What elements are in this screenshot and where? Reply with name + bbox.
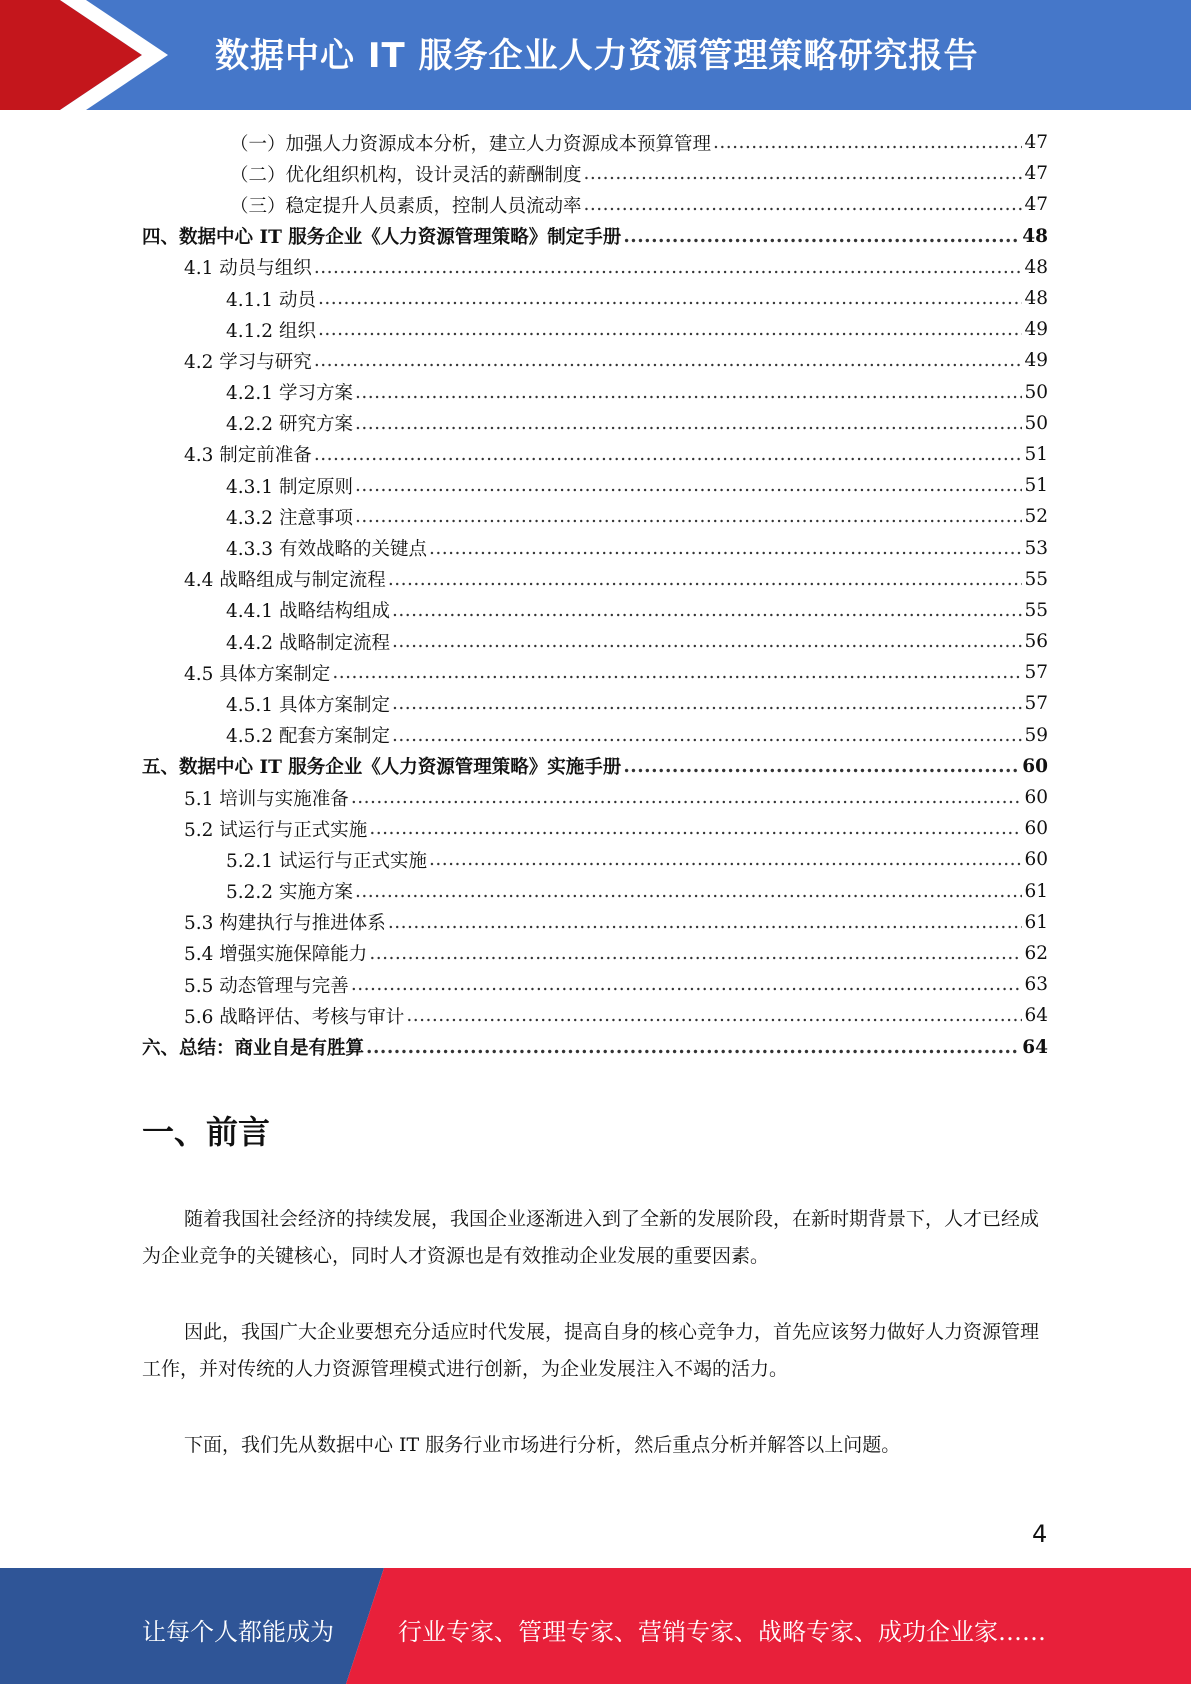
toc-dot-leader [369,943,1022,964]
toc-entry-page: 60 [1024,818,1048,840]
toc-dot-leader [314,257,1023,278]
toc-entry-page: 53 [1024,537,1048,559]
toc-entry-title: 六、总结：商业自是有胜算 [142,1038,365,1060]
toc-entry[interactable] [142,1031,1048,1062]
toc-entry-page: 49 [1024,350,1048,372]
toc-entry-title: 4.5.2 配套方案制定 [226,726,390,748]
toc-entry-page: 55 [1024,568,1048,590]
toc-entry[interactable] [142,688,1048,719]
toc-entry-title: 五、数据中心 IT 服务企业《人力资源管理策略》实施手册 [142,757,622,779]
toc-entry-page: 50 [1024,381,1048,403]
toc-entry[interactable] [142,938,1048,969]
toc-dot-leader [355,382,1023,403]
toc-entry-page: 47 [1024,194,1048,216]
toc-entry[interactable] [142,813,1048,844]
toc-entry-page: 61 [1024,911,1048,933]
toc-entry[interactable] [142,720,1048,751]
toc-entry-page: 62 [1024,942,1048,964]
toc-entry[interactable] [142,439,1048,470]
toc-entry-page: 60 [1024,787,1048,809]
toc-entry[interactable] [142,470,1048,501]
toc-entry-title: 4.3.3 有效战略的关键点 [226,539,427,561]
toc-dot-leader [355,475,1023,496]
toc-entry[interactable] [142,408,1048,439]
toc-entry[interactable] [142,595,1048,626]
toc-entry-title: 4.3.1 制定原则 [226,476,353,498]
toc-entry-page: 49 [1024,319,1048,341]
toc-entry-page: 50 [1024,412,1048,434]
toc-entry[interactable] [142,501,1048,532]
toc-dot-leader [623,226,1020,247]
toc-entry[interactable] [142,1000,1048,1031]
toc-entry-title: 5.5 动态管理与完善 [184,975,349,997]
toc-entry-page: 57 [1024,693,1048,715]
toc-entry[interactable] [142,221,1048,252]
document-title: 数据中心 IT 服务企业人力资源管理策略研究报告 [215,36,979,76]
toc-dot-leader [406,1005,1022,1026]
toc-entry-page: 64 [1024,1005,1048,1027]
toc-dot-leader [366,1037,1020,1058]
toc-dot-leader [392,725,1022,746]
paragraph-3: 下面，我们先从数据中心 IT 服务行业市场进行分析，然后重点分析并解答以上问题。 [184,1434,901,1456]
toc-entry-page: 64 [1022,1036,1048,1058]
toc-dot-leader [392,693,1022,714]
section-heading: 一、前言 [142,1113,271,1151]
toc-entry-page: 55 [1024,599,1048,621]
toc-entry-page: 47 [1024,132,1048,154]
toc-entry-title: 4.1.2 组织 [226,320,316,342]
toc-dot-leader [332,662,1022,683]
page-header [0,0,1191,110]
toc-entry-title: 4.2.2 研究方案 [226,414,353,436]
toc-entry-page: 52 [1024,506,1048,528]
toc-entry-title: 5.2 试运行与正式实施 [184,819,368,841]
toc-entry[interactable] [142,532,1048,563]
toc-dot-leader [351,787,1023,808]
toc-entry-page: 48 [1024,256,1048,278]
toc-dot-leader [429,849,1022,870]
toc-entry-title: 4.4.1 战略结构组成 [226,601,390,623]
toc-entry-title: （二）优化组织机构，设计灵活的薪酬制度 [230,164,582,186]
toc-entry-title: 4.2.1 学习方案 [226,383,353,405]
toc-dot-leader [351,974,1023,995]
toc-entry[interactable] [142,158,1048,189]
toc-entry-title: 4.3 制定前准备 [184,445,312,467]
toc-entry-page: 60 [1024,849,1048,871]
toc-entry-title: 四、数据中心 IT 服务企业《人力资源管理策略》制定手册 [142,227,622,249]
toc-entry-title: 4.1.1 动员 [226,289,316,311]
toc-dot-leader [388,569,1023,590]
toc-entry[interactable] [142,626,1048,657]
paragraph-1: 随着我国社会经济的持续发展，我国企业逐渐进入到了全新的发展阶段，在新时期背景下，人才已经成为企业竞争的关键核心，同时人才资源也是有效推动企业发展的重要因素。 [142,1208,1040,1267]
toc-entry[interactable] [142,907,1048,938]
toc-entry-page: 57 [1024,662,1048,684]
toc-entry-page: 51 [1024,475,1048,497]
toc-dot-leader [318,288,1023,309]
toc-entry-page: 56 [1024,631,1048,653]
toc-entry-title: 5.2.1 试运行与正式实施 [226,850,427,872]
toc-entry-title: 4.5 具体方案制定 [184,663,331,685]
table-of-contents [142,127,1048,1063]
toc-dot-leader [369,818,1022,839]
toc-entry[interactable] [142,252,1048,283]
toc-dot-leader [392,600,1022,621]
toc-entry[interactable] [142,314,1048,345]
toc-entry[interactable] [142,283,1048,314]
toc-dot-leader [388,912,1023,933]
toc-dot-leader [314,444,1023,465]
toc-entry[interactable] [142,844,1048,875]
toc-entry-page: 47 [1024,163,1048,185]
toc-entry-page: 63 [1024,974,1048,996]
page-number: 4 [1032,1520,1048,1548]
toc-entry-page: 48 [1024,288,1048,310]
toc-entry[interactable] [142,751,1048,782]
toc-entry[interactable] [142,876,1048,907]
toc-dot-leader [713,132,1022,153]
toc-entry-title: 4.2 学习与研究 [184,351,312,373]
toc-dot-leader [314,350,1023,371]
toc-entry-title: 5.3 构建执行与推进体系 [184,913,386,935]
toc-entry-title: （一）加强人力资源成本分析，建立人力资源成本预算管理 [230,133,712,155]
toc-entry-title: 4.5.1 具体方案制定 [226,694,390,716]
toc-dot-leader [584,194,1023,215]
toc-entry[interactable] [142,657,1048,688]
toc-entry-page: 59 [1024,724,1048,746]
toc-entry[interactable] [142,969,1048,1000]
toc-entry-title: 5.1 培训与实施准备 [184,788,349,810]
toc-entry-title: 5.4 增强实施保障能力 [184,944,368,966]
toc-entry-title: 5.2.2 实施方案 [226,882,353,904]
toc-entry-title: （三）稳定提升人员素质，控制人员流动率 [230,195,582,217]
toc-dot-leader [355,413,1023,434]
toc-dot-leader [623,756,1020,777]
toc-entry-title: 4.4.2 战略制定流程 [226,632,390,654]
toc-entry-title: 4.1 动员与组织 [184,258,312,280]
toc-dot-leader [429,538,1022,559]
toc-entry-title: 4.3.2 注意事项 [226,507,353,529]
paragraph-2: 因此，我国广大企业要想充分适应时代发展，提高自身的核心竞争力，首先应该努力做好人力资源管理工作，并对传统的人力资源管理模式进行创新，为企业发展注入不竭的活力。 [142,1321,1040,1380]
toc-entry[interactable] [142,127,1048,158]
toc-entry[interactable] [142,782,1048,813]
toc-dot-leader [584,163,1023,184]
toc-entry-page: 61 [1024,880,1048,902]
toc-dot-leader [355,506,1023,527]
toc-entry[interactable] [142,345,1048,376]
footer-slogan-right: 行业专家、管理专家、营销专家、战略专家、成功企业家…… [398,1618,1046,1646]
toc-dot-leader [392,631,1022,652]
toc-entry-page: 60 [1022,755,1048,777]
toc-dot-leader [318,319,1023,340]
toc-entry-page: 51 [1024,443,1048,465]
toc-entry-title: 4.4 战略组成与制定流程 [184,570,386,592]
toc-entry[interactable] [142,189,1048,220]
footer-slogan-left: 让每个人都能成为 [142,1618,334,1646]
page-footer [0,1568,1191,1684]
toc-entry[interactable] [142,564,1048,595]
toc-entry-page: 48 [1022,225,1048,247]
toc-entry-title: 5.6 战略评估、考核与审计 [184,1006,405,1028]
toc-entry[interactable] [142,377,1048,408]
toc-dot-leader [355,881,1023,902]
